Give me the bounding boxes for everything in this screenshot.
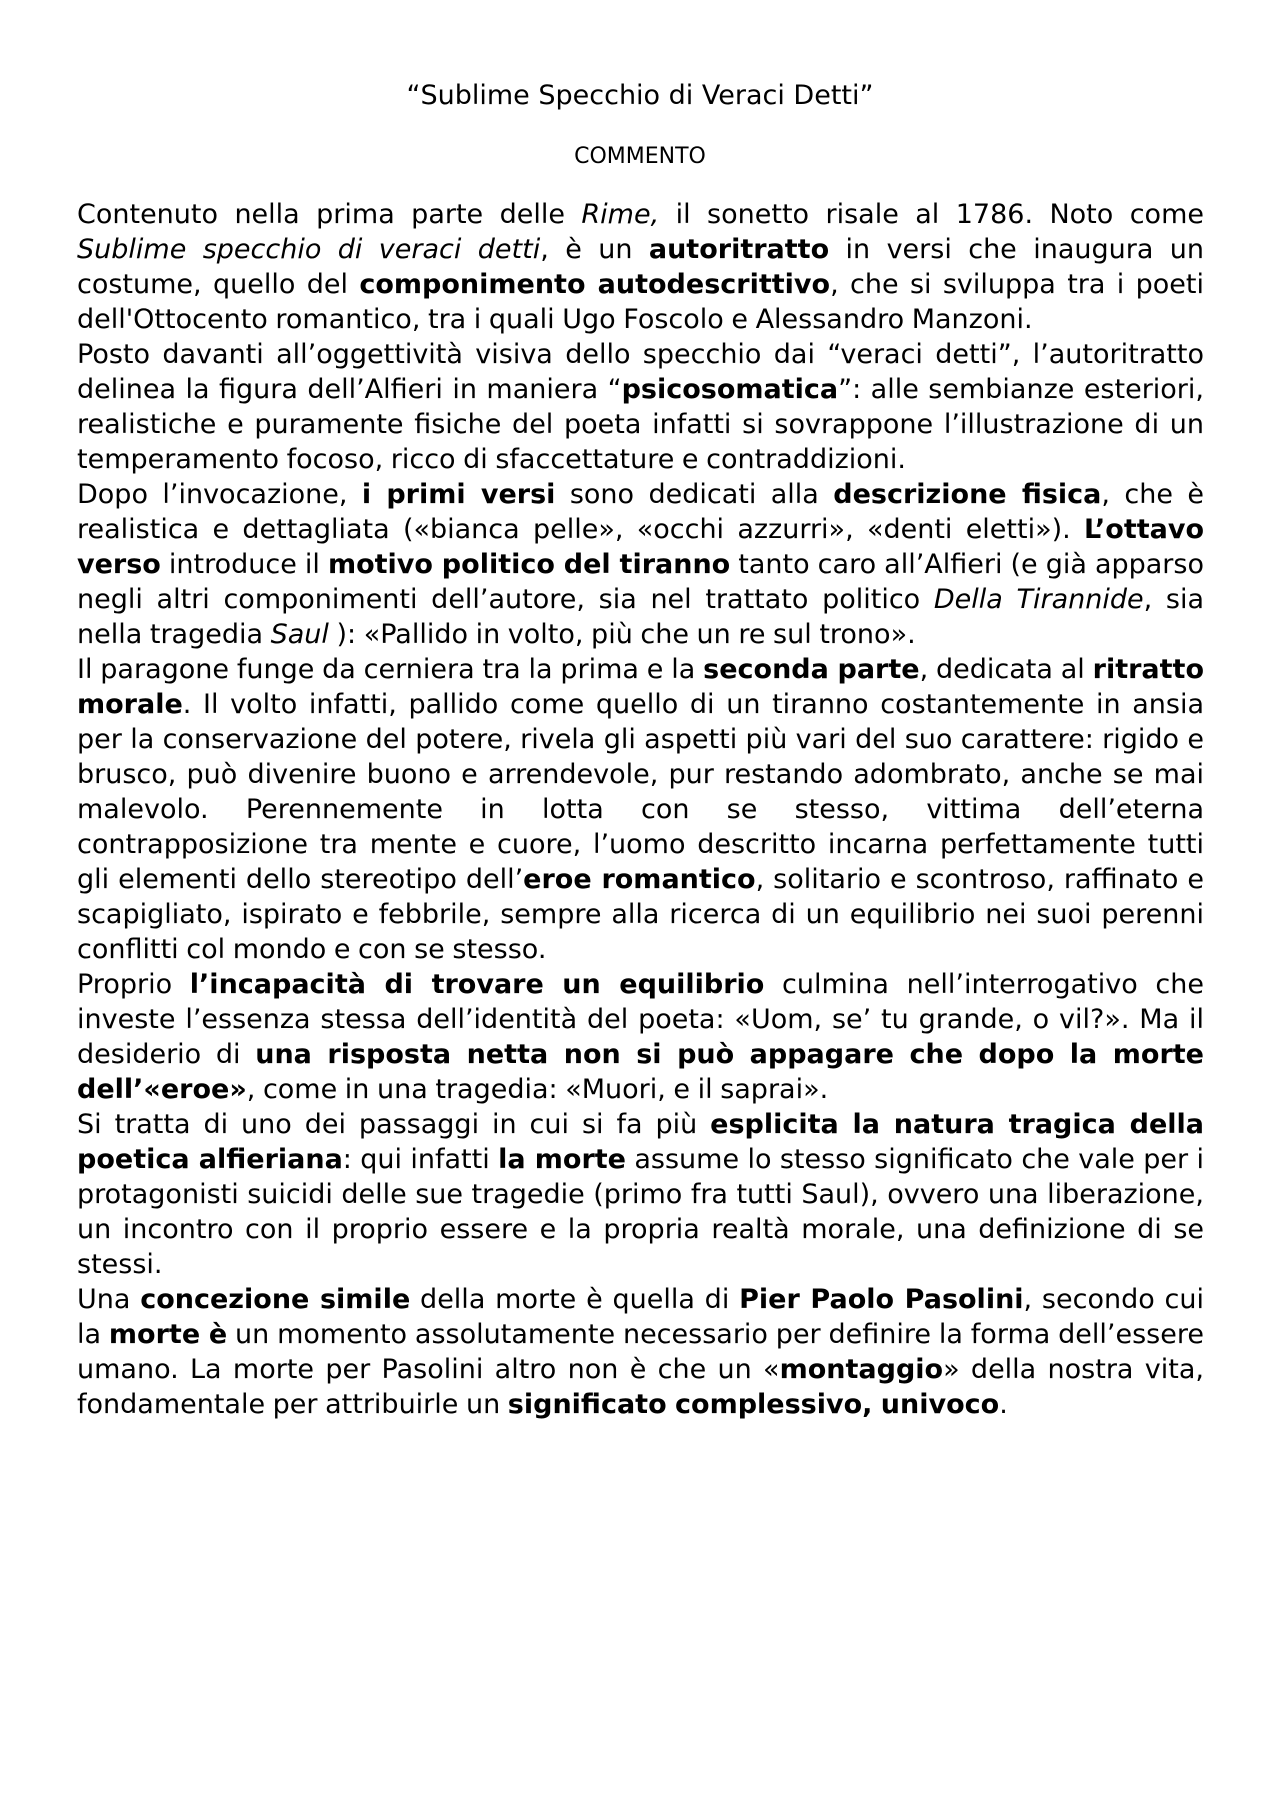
text-run: assume lo stesso significato che vale per i protagonisti suicidi delle sue tragedie (primo fra tutti Saul), ovvero una liberazione, un incontro con il proprio essere e la propria realtà morale, una definizione di se stessi. [77, 1144, 1204, 1280]
text-run: Proprio [77, 969, 190, 1000]
document-title: “Sublime Specchio di Veraci Detti” [406, 80, 874, 111]
text-run: , come in una tragedia: «Muori, e il saprai». [246, 1074, 829, 1105]
text-run: ): «Pallido in volto, più che un re sul trono». [328, 619, 916, 650]
paragraph-6 [77, 1107, 1204, 1282]
italic-text: Sublime specchio di veraci detti [77, 234, 541, 265]
text-run: , è un [540, 234, 649, 265]
bold-text: morte è [108, 1319, 228, 1350]
bold-text: motivo politico del tiranno [327, 549, 731, 580]
text-run: Posto davanti all’oggettività visiva dello specchio dai “veraci detti”, l’autoritratto delinea la figura dell’Alfieri in maniera “ [77, 339, 1204, 405]
text-run: , che è realistica e dettagliata («bianca pelle», «occhi azzurri», «denti eletti»). [77, 479, 1204, 545]
text-run: il sonetto risale al 1786. Noto come [659, 199, 1204, 230]
text-run: » della nostra vita, fondamentale per attribuirle un [77, 1354, 1204, 1420]
bold-text: montaggio [779, 1354, 944, 1385]
bold-text: i primi versi [361, 479, 556, 510]
text-run: della morte è quella di [410, 1284, 740, 1315]
bold-text: una risposta netta non si può appagare che dopo la morte dell’«eroe» [77, 1039, 1204, 1105]
text-run: . [999, 1389, 1008, 1420]
paragraph-3 [77, 477, 1204, 652]
bold-text: L’ottavo verso [77, 514, 1204, 580]
italic-text: Rime, [581, 199, 660, 230]
text-run: , solitario e scontroso, raffinato e scapigliato, ispirato e febbrile, sempre alla ricerca di un equilibrio nei suoi perenni conflitti col mondo e con se stesso. [77, 864, 1204, 965]
bold-text: ritratto morale [77, 654, 1204, 720]
text-run: Una [77, 1284, 141, 1315]
text-run: culmina nell’interrogativo che investe l’essenza stessa dell’identità del poeta: «Uom, se’ tu grande, o vil?». Ma il desiderio di [77, 969, 1204, 1070]
text-run: Contenuto nella prima parte delle [77, 199, 582, 230]
bold-text: seconda parte [703, 654, 920, 685]
bold-text: Pier Paolo Pasolini [739, 1284, 1024, 1315]
paragraph-5 [77, 967, 1204, 1107]
bold-text: psicosomatica [621, 374, 839, 405]
paragraph-4 [77, 652, 1204, 967]
text-run: Dopo l’invocazione, [77, 479, 362, 510]
bold-text: l’incapacità di trovare un equilibrio [189, 969, 765, 1000]
bold-text: la morte [498, 1144, 626, 1175]
commentary-body [77, 197, 1204, 1422]
text-run: ”: alle sembianze esteriori, realistiche e puramente fisiche del poeta infatti si sovrappone l’illustrazione di un temperamento focoso, ricco di sfaccettature e contraddizioni. [77, 374, 1204, 475]
text-run: un momento assolutamente necessario per definire la forma dell’essere umano. La morte per Pasolini altro non è che un « [77, 1319, 1204, 1385]
text-run: sono dedicati alla [555, 479, 834, 510]
paragraph-2 [77, 337, 1204, 477]
text-run: introduce il [160, 549, 328, 580]
bold-text: eroe romantico [523, 864, 756, 895]
bold-text: autoritratto [648, 234, 830, 265]
italic-text: Saul [270, 619, 329, 650]
italic-text: Della Tirannide [933, 584, 1144, 615]
text-run: : qui infatti [342, 1144, 499, 1175]
text-run: , secondo cui la [77, 1284, 1204, 1350]
text-run: Si tratta di uno dei passaggi in cui si fa più [77, 1109, 711, 1140]
text-run: tanto caro all’Alfieri (e già apparso negli altri componimenti dell’autore, sia nel trattato politico [77, 549, 1204, 615]
text-run: , che si sviluppa tra i poeti dell'Ottocento romantico, tra i quali Ugo Foscolo e Alessandro Manzoni. [77, 269, 1204, 335]
bold-text: concezione simile [140, 1284, 411, 1315]
paragraph-7 [77, 1282, 1204, 1422]
bold-text: descrizione fisica [833, 479, 1102, 510]
bold-text: esplicita la natura tragica della poetica alfieriana [77, 1109, 1204, 1175]
paragraph-1 [77, 197, 1204, 337]
text-run: Il paragone funge da cerniera tra la prima e la [77, 654, 704, 685]
text-run: in versi che inaugura un costume, quello del [77, 234, 1205, 300]
text-run: . Il volto infatti, pallido come quello di un tiranno costantemente in ansia per la conservazione del potere, rivela gli aspetti più vari del suo carattere: rigido e brusco, può divenire buono e arrendevole, pur restando adombrato, anche se mai malevolo. Perennemente in lotta con se stesso, vittima dell’eterna contrapposizione tra mente e cuore, l’uomo descritto incarna perfettamente tutti gli elementi dello stereotipo dell’ [77, 689, 1204, 895]
document-subtitle: COMMENTO [574, 144, 706, 169]
text-run: , sia nella tragedia [77, 584, 1204, 650]
text-run: , dedicata al [919, 654, 1093, 685]
bold-text: componimento autodescrittivo [359, 269, 831, 300]
bold-text: significato complessivo, univoco [507, 1389, 1000, 1420]
